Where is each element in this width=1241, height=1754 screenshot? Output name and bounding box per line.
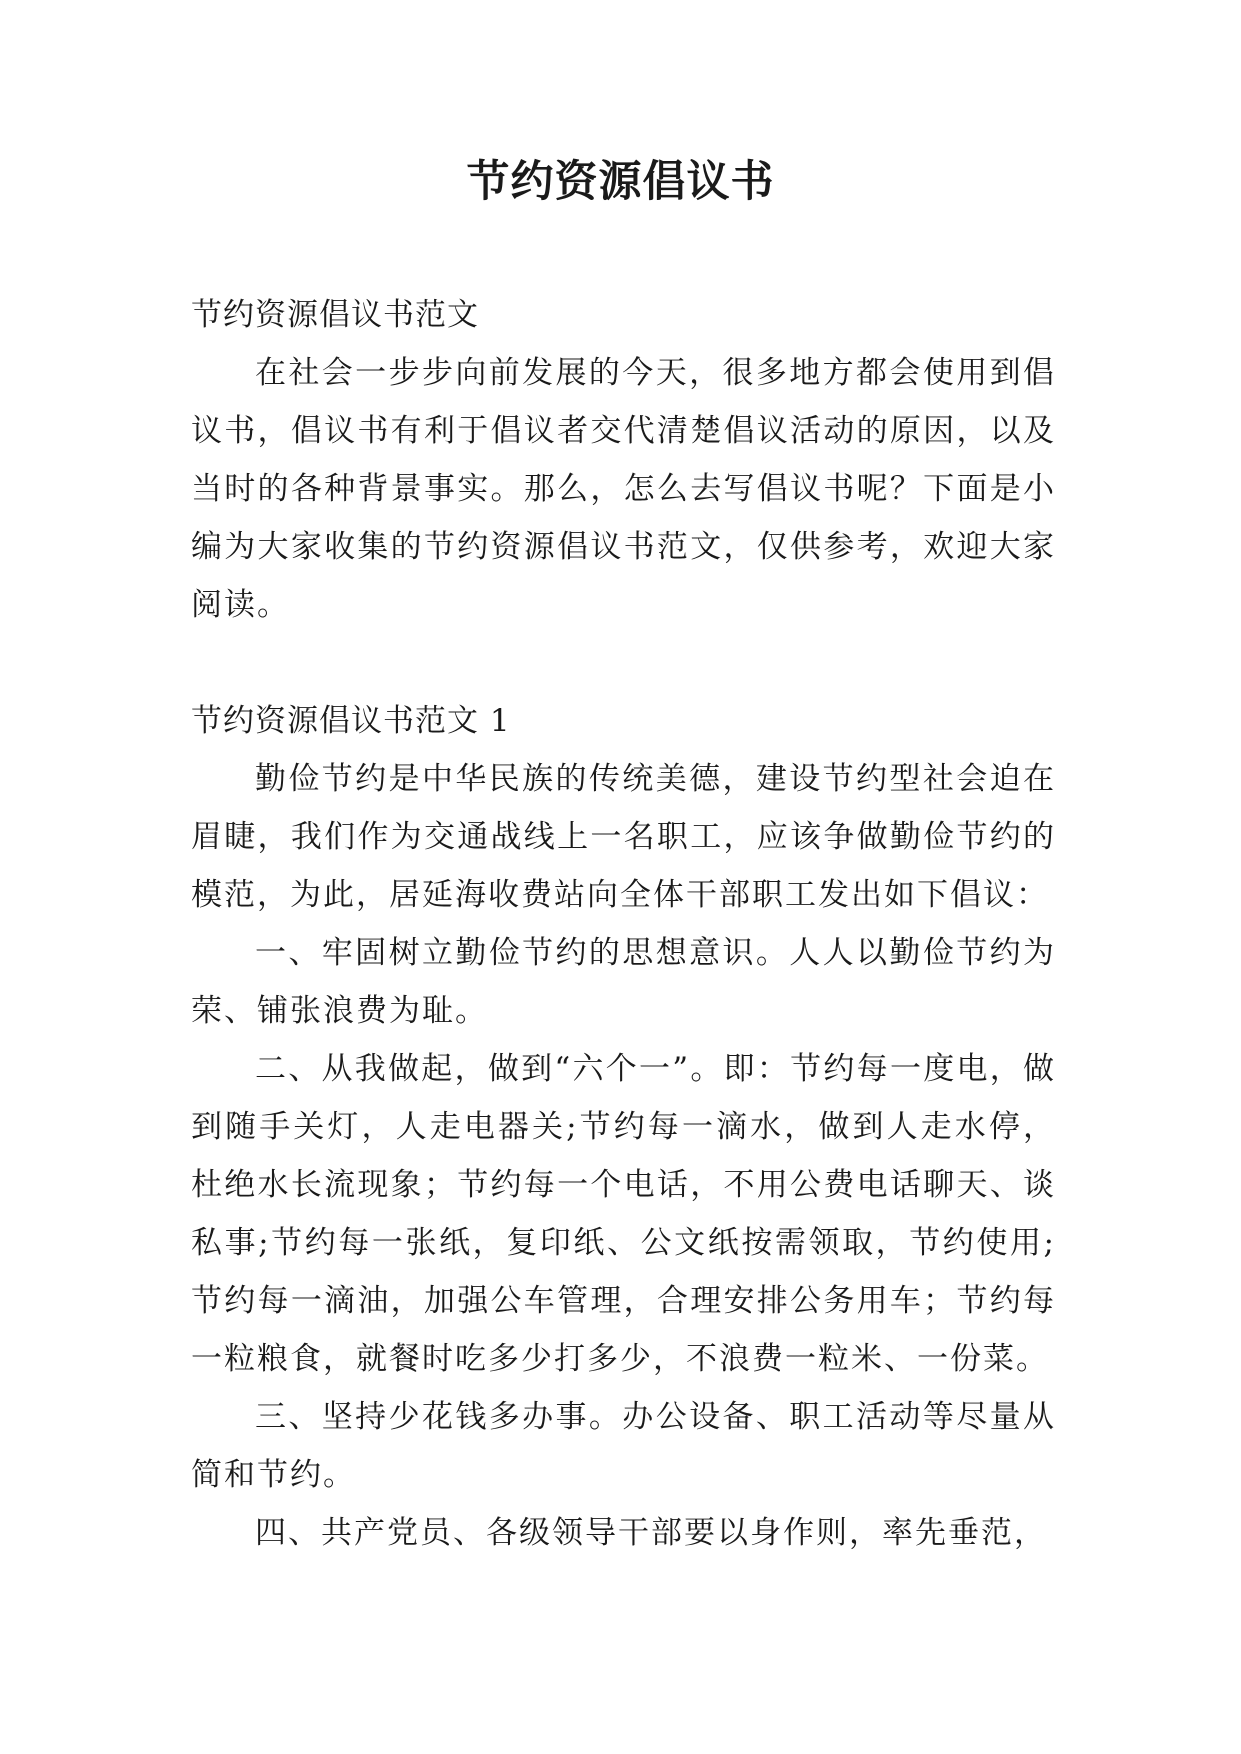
section-heading: 节约资源倡议书范文 1 [191,703,511,739]
body-paragraph: 勤俭节约是中华民族的传统美德，建设节约型社会迫在眉睫，我们作为交通战线上一名职工，应该争做勤俭节约的模范，为此，居延海收费站向全体干部职工发出如下倡议： [191,761,1056,913]
proposal-item-2: 二、从我做起，做到“六个一”。即：节约每一度电，做到随手关灯，人走电器关;节约每一滴水，做到人走水停，杜绝水长流现象；节约每一个电话，不用公费电话聊天、谈私事;节约每一张纸，复印纸、公文纸按需领取，节约使用;节约每一滴油，加强公车管理，合理安排公务用车；节约每一粒粮食，就餐时吃多少打多少，不浪费一粒米、一份菜。 [191,1051,1056,1377]
intro-paragraph: 在社会一步步向前发展的今天，很多地方都会使用到倡议书，倡议书有利于倡议者交代清楚倡议活动的原因，以及当时的各种背景事实。那么，怎么去写倡议书呢？下面是小编为大家收集的节约资源倡议书范文，仅供参考，欢迎大家阅读。 [191,355,1056,623]
proposal-item-3: 三、坚持少花钱多办事。办公设备、职工活动等尽量从简和节约。 [191,1399,1056,1493]
proposal-item-4: 四、共产党员、各级领导干部要以身作则，率先垂范， [255,1515,1047,1551]
proposal-item-1: 一、牢固树立勤俭节约的思想意识。人人以勤俭节约为荣、铺张浪费为耻。 [191,935,1056,1029]
section-heading: 节约资源倡议书范文 [191,297,479,333]
section-spacer [191,634,1056,692]
document-title: 节约资源倡议书 [466,157,775,207]
document-body [191,286,1056,1562]
